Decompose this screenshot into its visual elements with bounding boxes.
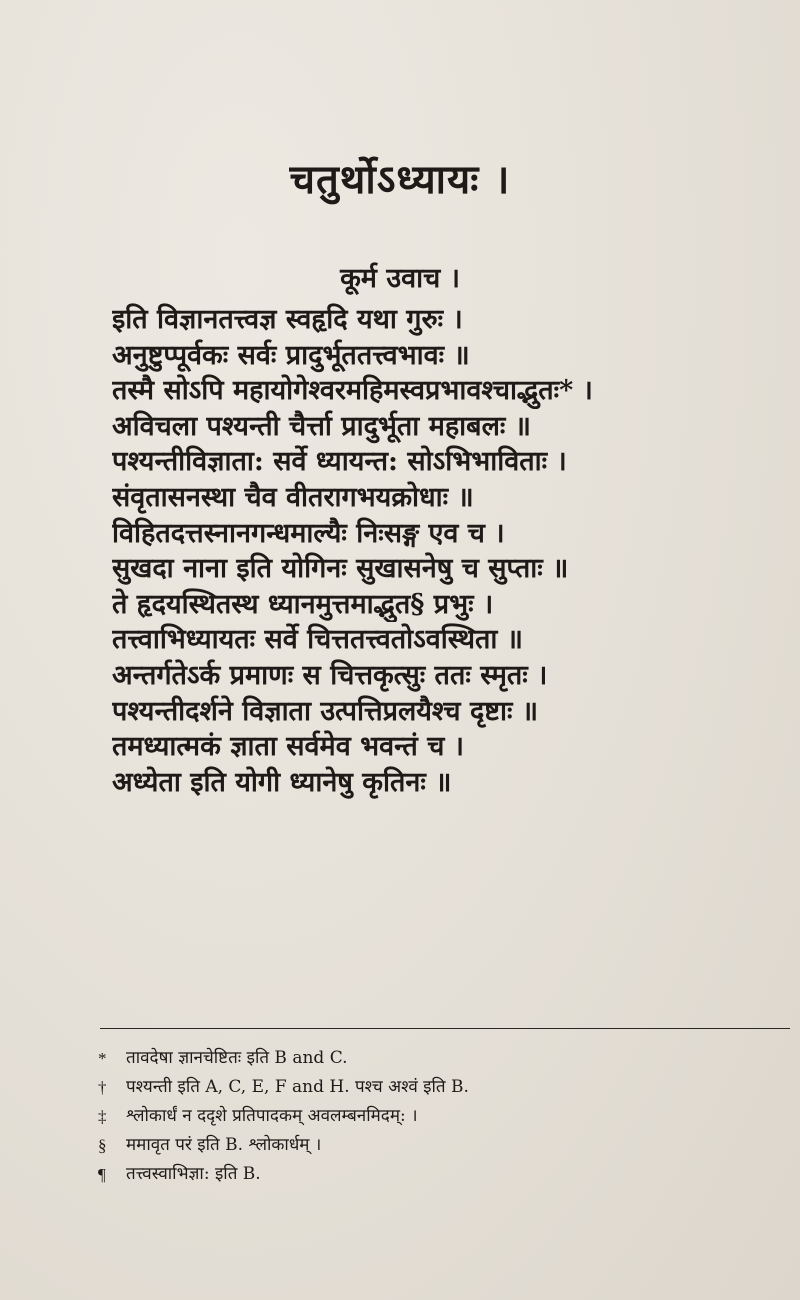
footnote-text: श्लोकार्धं न ददृशे प्रतिपादकम् अवलम्बनमिदम्: ।	[126, 1106, 418, 1126]
footnote	[98, 1131, 788, 1160]
verse-line: अन्तर्गतेऽर्क प्रमाणः स चित्तकृत्सुः ततः स्मृतः ।	[112, 659, 548, 691]
footnote-text: पश्यन्ती इति A, C, E, F and H. पश्च अश्वं इति B.	[126, 1077, 469, 1097]
footnote-text: तत्त्वस्वाभिज्ञा: इति B.	[126, 1164, 261, 1184]
verse-line: तत्त्वाभिध्यायतः सर्वे चित्ततत्त्वतोऽवस्थिता ॥	[112, 624, 523, 656]
verse-line: संवृतासनस्था चैव वीतरागभयक्रोधाः ॥	[112, 481, 474, 513]
footnote-text: तावदेषा ज्ञानचेष्टितः इति B and C.	[126, 1048, 348, 1068]
verse-line: तस्मै सोऽपि महायोगेश्वरमहिमस्वप्रभावश्चाद्भुतः* ।	[112, 375, 593, 407]
speaker-heading: कूर्म उवाच ।	[340, 263, 460, 294]
verse-line: अविचला पश्यन्ती चैर्त्ता प्रादुर्भूता महाबलः ॥	[112, 410, 531, 442]
verse-line: अनुष्टुप्पूर्वकः सर्वः प्रादुर्भूततत्त्वभावः ॥	[112, 339, 470, 371]
footnote	[98, 1073, 788, 1102]
footnote	[98, 1160, 788, 1189]
footnote	[98, 1044, 788, 1073]
verse-block	[112, 302, 652, 800]
footnote-mark: †	[98, 1078, 107, 1097]
verse-line: तमध्यात्मकं ज्ञाता सर्वमेव भवन्तं च ।	[112, 731, 464, 763]
verse-line: ते हृदयस्थितस्थ ध्यानमुत्तमाद्भुत§ प्रभुः ।	[112, 588, 494, 620]
verse-line: पश्यन्तीविज्ञाता: सर्वे ध्यायन्त: सोऽभिभाविताः ।	[112, 446, 567, 478]
verse-line: इति विज्ञानतत्त्वज्ञ स्वहृदि यथा गुरुः ।	[112, 304, 463, 335]
footnote	[98, 1102, 788, 1131]
footnote-mark: ¶	[98, 1165, 106, 1184]
verse-line: अध्येता इति योगी ध्यानेषु कृतिनः ॥	[112, 766, 452, 798]
verse-line: सुखदा नाना इति योगिनः सुखासनेषु च सुप्ताः ॥	[112, 553, 569, 585]
footnote-text: ममावृत परं इति B. श्लोकार्धम् ।	[126, 1135, 322, 1155]
verse-line: विहितदत्तस्नानगन्धमाल्यैः निःसङ्ग एव च ।	[112, 517, 505, 549]
chapter-title: चतुर्थोऽध्यायः ।	[289, 156, 511, 203]
footnote-mark: ‡	[98, 1107, 107, 1126]
verse-line: पश्यन्तीदर्शने विज्ञाता उत्पत्तिप्रलयैश्च दृष्टाः ॥	[112, 695, 539, 727]
footnotes	[98, 1044, 788, 1189]
footnote-mark: §	[98, 1136, 107, 1155]
footnote-mark: *	[98, 1049, 107, 1068]
footnote-divider	[100, 1028, 790, 1029]
